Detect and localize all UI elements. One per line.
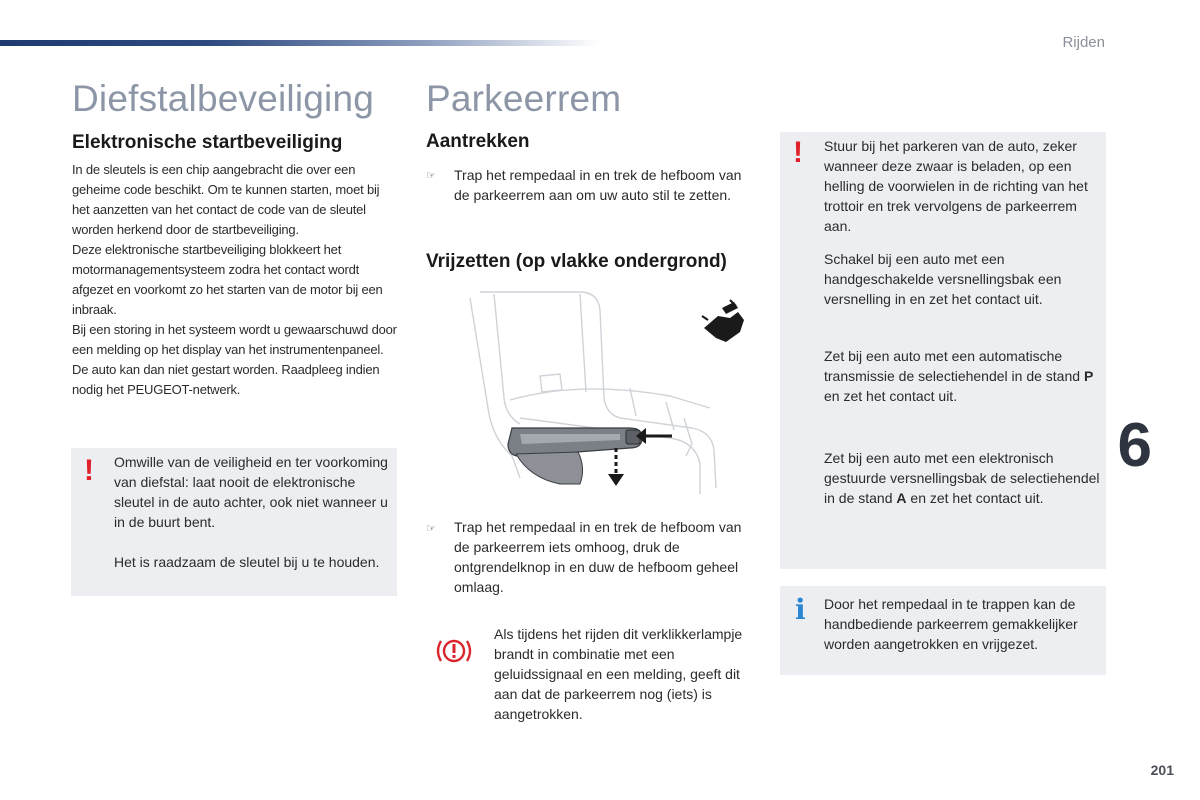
chapter-number: 6 [1117,411,1152,480]
title-parkeerrem: Parkeerrem [426,78,622,119]
page-number: 201 [1150,762,1174,778]
parking-warning-p3 [824,346,1100,406]
parking-warning-p4 [824,448,1100,508]
vrijzetten-text: Trap het rempedaal in en trek de hefboom van de parkeerrem iets omhoog, druk de ontgrendelknop in en duw de hefboom geheel omlaag. [454,519,742,595]
theft-warning-text [114,452,392,572]
lamp-note-text: Als tijdens het rijden dit verklikkerlampje brandt in combinatie met een geluidssignaal en een melding, geeft dit aan dat de parkeerrem nog (iets) is aangetrokken. [494,626,743,722]
paragraph: De auto kan dan niet gestart worden. Raadpleeg indien nodig het PEUGEOT-netwerk. [72,362,380,397]
parking-warning-p1: Stuur bij het parkeren van de auto, zeker wanneer deze zwaar is beladen, op een helling de voorwielen in de richting van het trottoir en trek vervolgens de parkeerrem aan. [824,138,1088,234]
text-segment: en zet het contact uit. [824,388,958,404]
info-icon: i [795,593,806,626]
text-segment: en zet het contact uit. [906,490,1044,506]
parking-brake-illustration [460,288,760,508]
warning-exclamation-icon: ! [793,136,803,169]
text-segment: Zet bij een auto met een elektronisch gestuurde versnellingsbak de selectiehendel in de stand [824,450,1100,506]
subtitle-startbeveiliging: Elektronische startbeveiliging [72,132,343,153]
heading-vrijzetten: Vrijzetten (op vlakke ondergrond) [426,251,727,272]
parking-brake-warning-lamp-icon [436,634,470,668]
lever-housing [516,452,583,484]
paragraph: Deze elektronische startbeveiliging blokkeert het motormanagementsysteem zodra het contact wordt afgezet en voorkomt zo het starten van de motor bij een inbraak. [72,242,383,317]
seat-outline [480,292,716,488]
gear-position-p: P [1083,368,1094,384]
startbeveiliging-text [72,160,400,400]
pointing-hand-icon: ☞ [426,523,436,535]
heading-aantrekken: Aantrekken [426,131,530,152]
warning-paragraph: Omwille van de veiligheid en ter voorkoming van diefstal: laat nooit de elektronische sleutel in de auto achter, ook niet wanneer u in de buurt bent. [114,454,388,530]
header-accent-bar [0,40,600,46]
info-text: Door het rempedaal in te trappen kan de handbediende parkeerrem gemakkelijker worden aangetrokken en vrijgezet. [824,596,1078,652]
text-segment: Zet bij een auto met een automatische transmissie de selectiehendel in de stand [824,348,1084,384]
hand-pull-icon [702,300,744,342]
paragraph: Bij een storing in het systeem wordt u gewaarschuwd door een melding op het display van het instrumentenpaneel. [72,322,397,357]
gear-position-a: A [896,490,907,506]
title-diefstalbeveiliging: Diefstalbeveiliging [72,78,375,119]
aantrekken-text: Trap het rempedaal in en trek de hefboom van de parkeerrem aan om uw auto stil te zetten. [454,167,742,203]
section-label: Rijden [1062,34,1105,51]
pointing-hand-icon: ☞ [426,170,436,182]
paragraph: In de sleutels is een chip aangebracht die over een geheime code beschikt. Om te kunnen starten, moet bij het aanzetten van het contact de code van de sleutel worden herkend door de startbeveiliging. [72,162,380,237]
warning-exclamation-icon: ! [84,454,94,487]
parking-warning-p2: Schakel bij een auto met een handgeschakelde versnellingsbak een versnelling in en zet het contact uit. [824,251,1062,307]
warning-paragraph: Het is raadzaam de sleutel bij u te houden. [114,554,380,570]
